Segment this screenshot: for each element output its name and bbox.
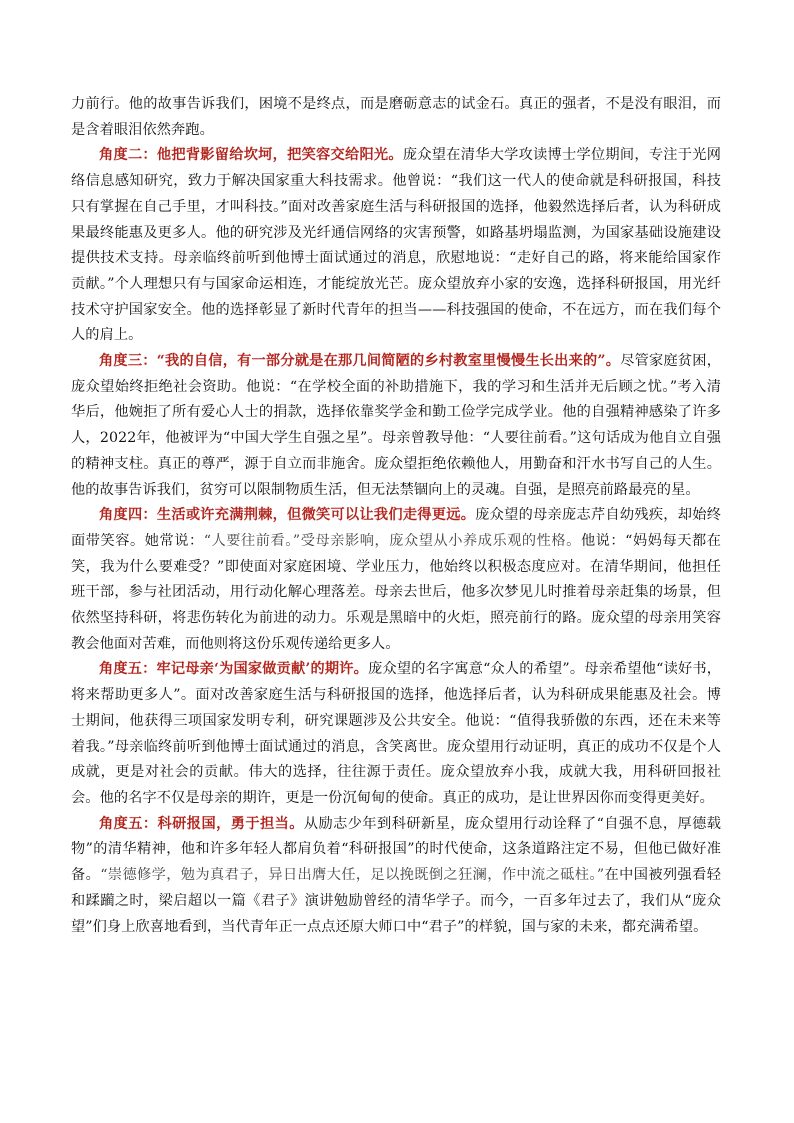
angle-two-heading: 角度二：他把背影留给坎坷，把笑容交给阳光。 (99, 147, 403, 164)
angle-five-b-body-a: 从励志少年到科研新星，庞众望用行动诠释了“自强不息，厚德载物”的清华精神，他和许多年轻人都肩负着“科研报国”的时代使命，这条道路注定不易，但他已做好准备。 (71, 815, 722, 884)
angle-three-paragraph (71, 349, 721, 503)
intro-text: 力前行。他的故事告诉我们，困境不是终点，而是磨砺意志的试金石。真正的强者，不是没有眼泪，而是含着眼泪依然奔跑。 (71, 96, 721, 138)
angle-two-paragraph (71, 143, 721, 349)
angle-three-body: 尽管家庭贫困，庞众望始终拒绝社会资助。他说：“在学校全面的补助措施下，我的学习和生活并无后顾之忧。”考入清华后，他婉拒了所有爱心人士的捐款，选择依靠奖学金和勤工俭学完成学业。他的自强精神感染了许多人，2022年，他被评为“中国大学生自强之星”。母亲曾教导他：“人要往前看。”这句话成为他自立自强的精神支柱。真正的尊严，源于自立而非施舍。庞众望拒绝依赖他人，用勤奋和汗水书写自己的人生。他的故事告诉我们，贫穷可以限制物质生活，但无法禁锢向上的灵魂。自强，是照亮前路最亮的星。 (71, 353, 721, 498)
liang-qichao-quote: “崇德修学，勉为真君子，异日出膺大任，足以挽既倒之狂澜，作中流之砥柱。” (100, 867, 605, 884)
angle-five-b-body-b: 在中国被列强看轻和蹂躏之时，梁启超以一篇《君子》演讲勉励曾经的清华学子。而今，一百多年过去了，我们从“庞众望”们身上欣喜地看到，当代青年正一点点还原大师口中“君子”的样貌，国与家的未来，都充满希望。 (71, 867, 721, 935)
angle-five-b-heading: 角度五：科研报国，勇于担当。 (99, 815, 304, 832)
angle-four-body-a: 庞众望的母亲庞志芹自幼残疾，却始终面带笑容。她常说： (71, 507, 721, 549)
angle-five-b-paragraph (71, 812, 721, 941)
angle-five-body: 庞众望的名字寓意“众人的希望”。母亲希望他“读好书，将来帮助更多人”。面对改善家庭生活与科研报国的选择，他选择后者，认为科研成果能惠及社会。博士期间，他获得三项国家发明专利，研究课题涉及公共安全。他说：“值得我骄傲的东西，还在未来等着我。”母亲临终前听到他博士面试通过的消息，含笑离世。庞众望用行动证明，真正的成功不仅是个人成就，更是对社会的贡献。伟大的选择，往往源于责任。庞众望放弃小我，成就大我，用科研回报社会。他的名字不仅是母亲的期许，更是一份沉甸甸的使命。真正的成功，是让世界因你而变得更美好。 (71, 661, 721, 806)
angle-four-paragraph (71, 503, 721, 657)
angle-five-heading: 角度五：牢记母亲‘为国家做贡献’的期许。 (99, 661, 369, 678)
document-body (71, 92, 721, 940)
angle-three-heading: 角度三：“我的自信，有一部分就是在那几间简陋的乡村教室里慢慢生长出来的”。 (99, 353, 621, 370)
angle-four-body-b: 他说：“妈妈每天都在笑，我为什么要难受？”即使面对家庭困境、学业压力，他始终以积极态度应对。在清华期间，他担任班干部，参与社团活动，用行动化解心理落差。母亲去世后，他多次梦见儿时推着母亲赶集的场景，但依然坚持科研，将悲伤转化为前进的动力。乐观是黑暗中的火炬，照亮前行的路。庞众望的母亲用笑容教会他面对苦难，而他则将这份乐观传递给更多人。 (71, 532, 722, 652)
angle-four-quote: “人要往前看。”受母亲影响，庞众望从小养成乐观的性格。 (203, 532, 581, 549)
angle-two-body: 庞众望在清华大学攻读博士学位期间，专注于光网络信息感知研究，致力于解决国家重大科技需求。他曾说：“我们这一代人的使命就是科研报国，科技只有掌握在自己手里，才叫科技。”面对改善家庭生活与科研报国的选择，他毅然选择后者，认为科研成果最终能惠及更多人。他的研究涉及光纤通信网络的灾害预警，如路基坍塌监测，为国家基础设施建设提供技术支持。母亲临终前听到他博士面试通过的消息，欣慰地说：“走好自己的路，将来能给国家作贡献。”个人理想只有与国家命运相连，才能绽放光芒。庞众望放弃小家的安逸，选择科研报国，用光纤技术守护国家安全。他的选择彰显了新时代青年的担当——科技强国的使命，不在远方，而在我们每个人的肩上。 (71, 147, 721, 344)
angle-four-heading: 角度四：生活或许充满荆棘，但微笑可以让我们走得更远。 (99, 507, 476, 524)
angle-five-paragraph (71, 657, 721, 811)
intro-paragraph (71, 92, 721, 143)
